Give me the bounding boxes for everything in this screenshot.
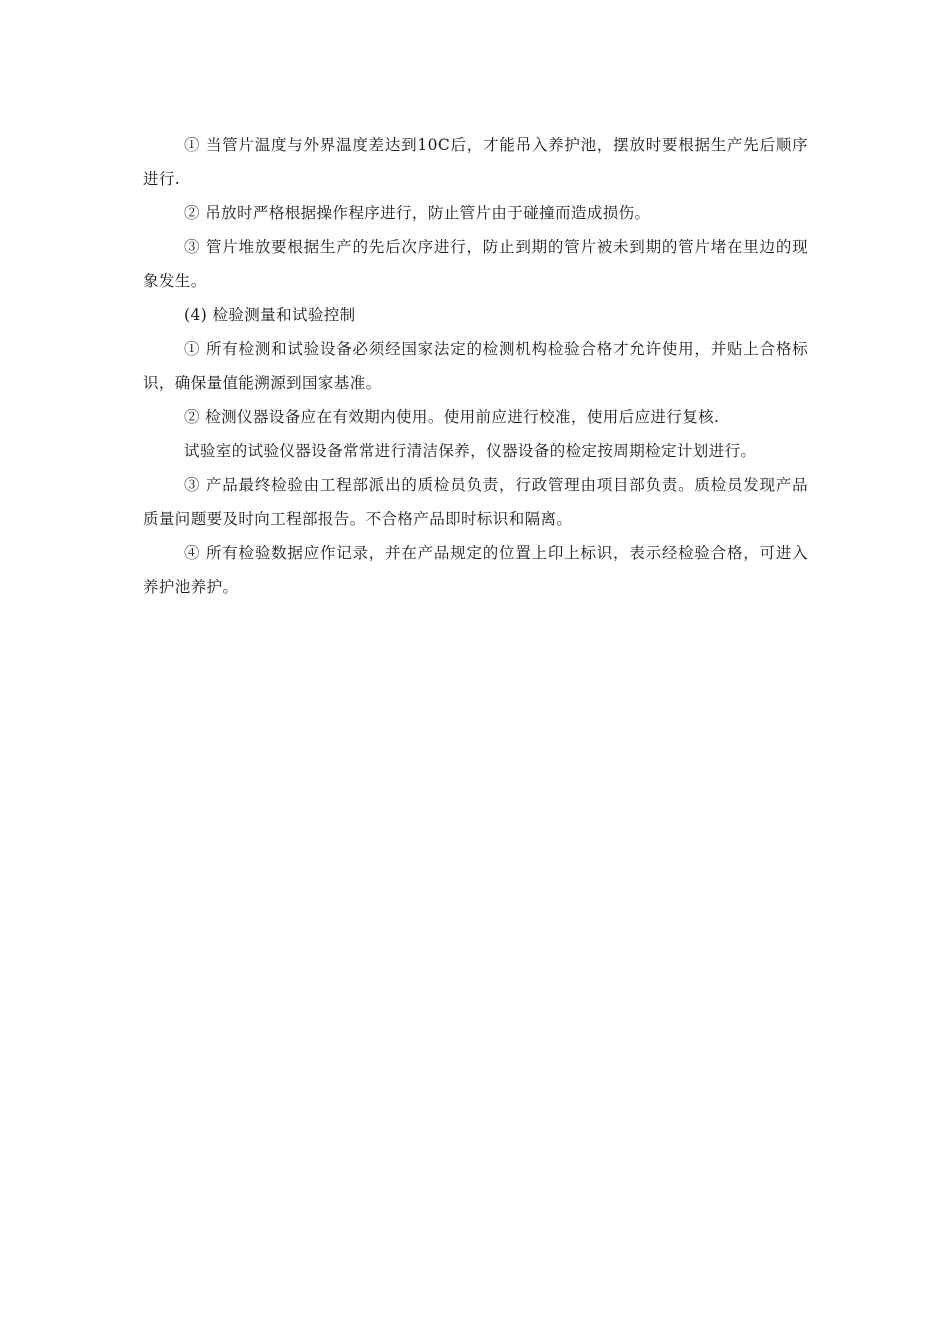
paragraph-lifting-procedure: ② 吊放时严格根据操作程序进行，防止管片由于碰撞而造成损伤。 bbox=[184, 204, 651, 222]
document-body bbox=[143, 128, 808, 604]
paragraph-inspection-records: ④ 所有检验数据应作记录，并在产品规定的位置上印上标识，表示经检验合格，可进入养护池养护。 bbox=[143, 544, 808, 596]
paragraph-curing-pool-placement: ① 当管片温度与外界温度差达到10C后，才能吊入养护池，摆放时要根据生产先后顺序进行. bbox=[143, 136, 808, 188]
paragraph-instrument-validity: ② 检测仪器设备应在有效期内使用。使用前应进行校准，使用后应进行复核. bbox=[184, 408, 720, 426]
paragraph-lab-maintenance: 试验室的试验仪器设备常常进行清洁保养，仪器设备的检定按周期检定计划进行。 bbox=[184, 442, 757, 460]
section-heading-inspection-control: (4) 检验测量和试验控制 bbox=[184, 306, 356, 324]
paragraph-equipment-certification: ① 所有检测和试验设备必须经国家法定的检测机构检验合格才允许使用，并贴上合格标识，确保量值能溯源到国家基准。 bbox=[143, 340, 808, 392]
paragraph-final-inspection: ③ 产品最终检验由工程部派出的质检员负责，行政管理由项目部负责。质检员发现产品质量问题要及时向工程部报告。不合格产品即时标识和隔离。 bbox=[143, 476, 808, 528]
paragraph-stacking-order: ③ 管片堆放要根据生产的先后次序进行，防止到期的管片被未到期的管片堵在里边的现象发生。 bbox=[143, 238, 808, 290]
